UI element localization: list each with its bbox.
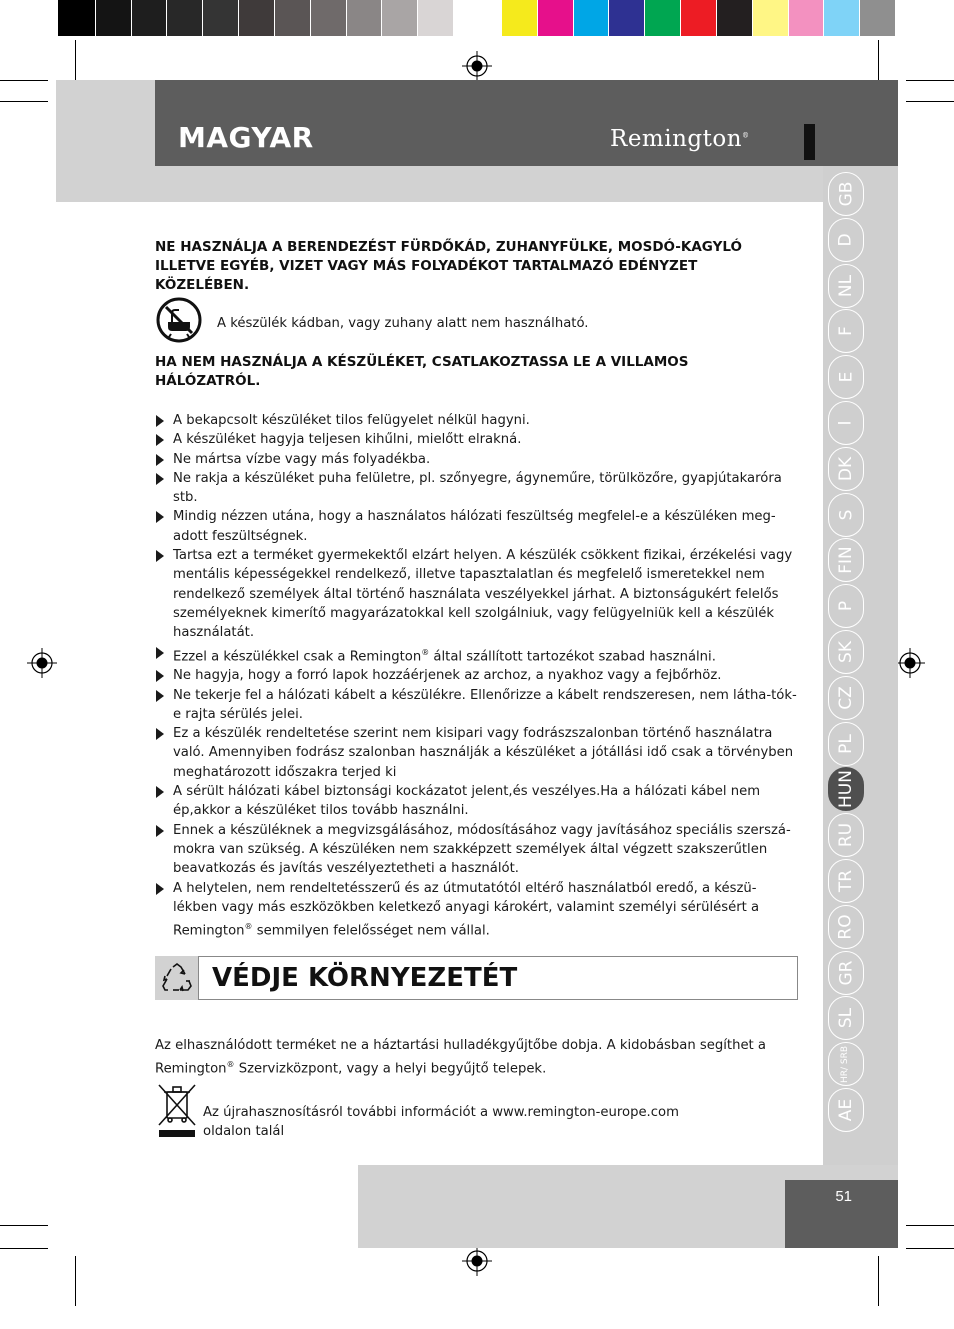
brand-bar xyxy=(804,124,815,160)
color-swatch xyxy=(753,0,789,36)
color-swatch xyxy=(132,0,168,36)
crop-mark xyxy=(878,40,879,82)
language-tab-label: S xyxy=(835,509,856,520)
color-swatch xyxy=(538,0,574,36)
language-tab-sk[interactable] xyxy=(828,630,864,674)
language-tab-label: F xyxy=(836,326,856,337)
language-tab-ru[interactable] xyxy=(828,813,864,857)
language-tab-label: PL xyxy=(835,733,856,754)
registration-mark-icon xyxy=(27,648,57,678)
language-tab-fin[interactable] xyxy=(828,538,864,582)
bullet-item: Ezzel a készülékkel csak a Remington® által szállított tartozékot szabad használni. xyxy=(155,643,799,667)
language-tab-label: P xyxy=(835,601,856,612)
language-tab-label: D xyxy=(836,233,856,247)
language-tab-label: RU xyxy=(835,823,856,848)
language-tab-label: FIN xyxy=(835,546,856,575)
language-tab-hrsrb[interactable] xyxy=(828,1042,864,1086)
color-swatch xyxy=(347,0,383,36)
language-tab-gb[interactable] xyxy=(828,172,864,216)
language-tab-label: E xyxy=(836,371,856,383)
no-bath-caption: A készülék kádban, vagy zuhany alatt nem használható. xyxy=(217,316,589,331)
color-swatch xyxy=(717,0,753,36)
bullet-item: A sérült hálózati kábel biztonsági kockázatot jelent,és veszélyes.Ha a hálózati kábel nem ép,akkor a készüléket tilos tovább használni. xyxy=(155,782,799,821)
color-swatch xyxy=(860,0,896,36)
color-swatch xyxy=(382,0,418,36)
color-swatch xyxy=(824,0,860,36)
crop-mark xyxy=(0,101,48,102)
language-tab-hun[interactable] xyxy=(828,767,864,811)
crop-mark xyxy=(75,1256,76,1306)
language-tab-dk[interactable] xyxy=(828,447,864,491)
language-tab-label: I xyxy=(835,420,856,426)
color-swatch xyxy=(609,0,645,36)
bullet-item: Tartsa ezt a terméket gyermekektől elzárt helyen. A készülék csökkent fizikai, érzékelési vagy mentális képességekkel rendelkező, illetve tapasztalatlan és megfelelő ismeretekkel nem rendelkező személyek által történő használata veszélyekkel járhat. A biztonságukért felelős személyeknek kimerítő magyarázatokkal kell szolgálniuk, vagy felügyelniük kell a készülék használatát. xyxy=(155,546,799,642)
language-tab-label: TR xyxy=(835,869,856,893)
language-tab-d[interactable] xyxy=(828,218,864,262)
language-tab-sl[interactable] xyxy=(828,996,864,1040)
language-tab-label: AE xyxy=(836,1098,856,1122)
language-tab-gr[interactable] xyxy=(828,951,864,995)
warning-heading-bath: NE HASZNÁLJA A BERENDEZÉST FÜRDŐKÁD, ZUHANYFÜLKE, MOSDÓ-KAGYLÓ ILLETVE EGYÉB, VIZET VAGY MÁS FOLYADÉKOT TARTALMAZÓ EDÉNYZET KÖZELÉBEN. xyxy=(155,239,742,293)
color-swatch xyxy=(574,0,610,36)
bullet-item: Ne hagyja, hogy a forró lapok hozzáérjenek az archoz, a nyakhoz vagy a fejbőrhöz. xyxy=(155,666,799,685)
language-tab-label: DK xyxy=(836,456,856,481)
recycle-icon xyxy=(160,961,194,995)
page-number: 51 xyxy=(835,1188,852,1205)
color-swatch xyxy=(645,0,681,36)
language-tab-label: SL xyxy=(835,1008,856,1029)
environment-paragraph: Az elhasználódott terméket ne a háztartási hulladékgyűjtőbe dobja. A kidobásban segíthet a Remington® Szervizközpont, vagy a helyi begyűjtő telepek. xyxy=(155,1038,766,1077)
color-swatch xyxy=(789,0,825,36)
crop-mark xyxy=(906,1225,954,1226)
recycle-info-line1: Az újrahasznosításról további információt a www.remington-europe.com xyxy=(203,1105,679,1120)
language-tab-s[interactable] xyxy=(828,493,864,537)
crop-mark xyxy=(878,1256,879,1306)
recycle-icon-box xyxy=(155,956,199,1000)
environment-title: VÉDJE KÖRNYEZETÉT xyxy=(212,963,518,993)
language-tab-f[interactable] xyxy=(828,309,864,353)
color-swatch xyxy=(96,0,132,36)
bullet-item: Ennek a készüléknek a megvizsgálásához, módosításához vagy javításához speciális szerszá-mokra van szükség. A készüléken nem szakképzett személyek által végzett szakszerűtlen beavatkozás és javítás veszélyeztetheti a használót. xyxy=(155,821,799,879)
registration-mark-icon xyxy=(462,51,492,81)
bullet-item: Ne mártsa vízbe vagy más folyadékba. xyxy=(155,450,799,469)
bullet-item: Ne rakja a készüléket puha felületre, pl. szőnyegre, ágyneműre, törülközőre, gyapjútakaróra stb. xyxy=(155,469,799,508)
color-swatch xyxy=(275,0,311,36)
weee-bin-icon xyxy=(155,1082,199,1140)
language-tab-label: GR xyxy=(836,960,856,986)
bullet-item: Mindig nézzen utána, hogy a használatos hálózati feszültség megfelel-e a készüléken meg-adott feszültségnek. xyxy=(155,507,799,546)
crop-mark xyxy=(0,1225,48,1226)
color-swatch xyxy=(167,0,203,36)
warning-heading-unplug: HA NEM HASZNÁLJA A KÉSZÜLÉKET, CSATLAKOZTASSA LE A VILLAMOS HÁLÓZATRÓL. xyxy=(155,354,689,389)
color-swatch xyxy=(681,0,717,36)
color-swatch xyxy=(203,0,239,36)
crop-mark xyxy=(0,1248,48,1249)
language-tab-label: HUN xyxy=(836,770,857,809)
bullet-item: A helytelen, nem rendeltetésszerű és az útmutatótól eltérő használatból eredő, a készü-lékben vagy más eszközökben keletkező anyagi károkért, valamint személyi sérülésért a Remington® semmilyen felelősséget nem vállal. xyxy=(155,879,799,941)
safety-bullet-list xyxy=(155,411,799,941)
bullet-item: A készüléket hagyja teljesen kihűlni, mielőtt elrakná. xyxy=(155,430,799,449)
language-tab-ro[interactable] xyxy=(828,905,864,949)
crop-mark xyxy=(0,80,48,81)
brand-logo: Remington® xyxy=(610,126,750,152)
color-calibration-bar xyxy=(58,0,896,36)
language-tab-i[interactable] xyxy=(828,401,864,445)
page-title: MAGYAR xyxy=(178,121,314,154)
language-tab-label: NL xyxy=(835,274,856,297)
recycle-info-line2: oldalon talál xyxy=(203,1124,285,1139)
page-number-box xyxy=(785,1180,898,1248)
language-tab-label: SK xyxy=(835,641,856,663)
color-swatch xyxy=(239,0,275,36)
registration-mark-icon xyxy=(462,1246,492,1276)
language-tab-label: HR/ SRB xyxy=(840,1045,851,1083)
color-swatch xyxy=(418,0,454,36)
language-tab-pl[interactable] xyxy=(828,722,864,766)
color-swatch xyxy=(311,0,347,36)
bullet-item: A bekapcsolt készüléket tilos felügyelet nélkül hagyni. xyxy=(155,411,799,430)
bullet-item: Ne tekerje fel a hálózati kábelt a készülékre. Ellenőrizze a kábelt rendszeresen, nem látha-tók-e rajta sérülés jelei. xyxy=(155,686,799,725)
crop-mark xyxy=(906,101,954,102)
language-tab-e[interactable] xyxy=(828,355,864,399)
registration-mark-icon xyxy=(895,648,925,678)
color-swatch xyxy=(490,0,502,36)
no-bath-icon xyxy=(155,296,203,344)
language-tab-label: GB xyxy=(836,181,856,207)
color-swatch xyxy=(58,0,96,36)
crop-mark xyxy=(906,1248,954,1249)
bullet-item: Ez a készülék rendeltetése szerint nem kisipari vagy fodrászszalonban történő használatra való. Amennyiben fodrász szalonban használják a készüléket a jótállási idő csak a törvényben meghatározott időszakra terjed ki xyxy=(155,724,799,782)
language-tab-label: RO xyxy=(835,914,856,940)
language-tab-ae[interactable] xyxy=(828,1088,864,1132)
color-swatch xyxy=(502,0,538,36)
language-tab-cz[interactable] xyxy=(828,676,864,720)
color-swatch xyxy=(454,0,490,36)
crop-mark xyxy=(75,40,76,82)
crop-mark xyxy=(906,80,954,81)
language-tab-label: CZ xyxy=(836,686,856,710)
language-tab-tr[interactable] xyxy=(828,859,864,903)
language-tab-nl[interactable] xyxy=(828,264,864,308)
language-tab-p[interactable] xyxy=(828,584,864,628)
